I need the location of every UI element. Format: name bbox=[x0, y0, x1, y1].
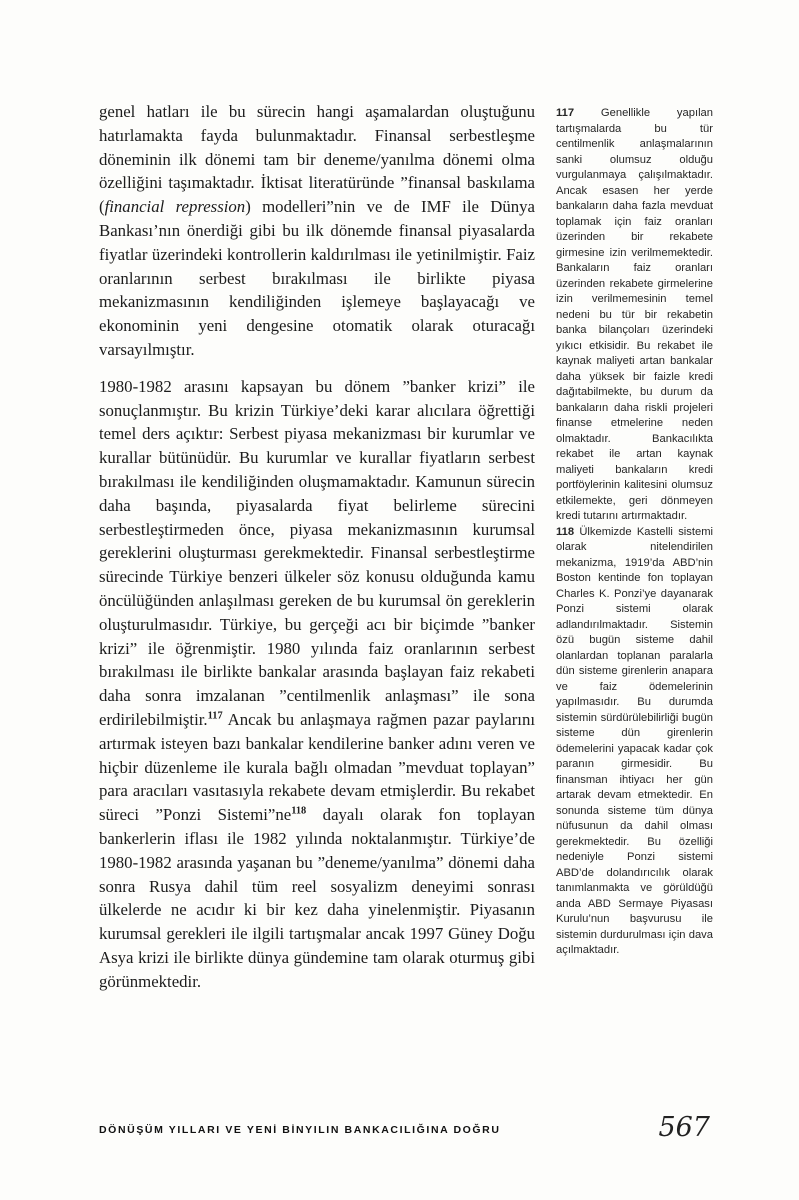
main-text bbox=[99, 100, 535, 1006]
footnote-number: 117 bbox=[556, 107, 575, 119]
body-text-run: ) modelleri”nin ve de IMF ile Dünya Bankası’nın önerdiği gibi bu ilk dönemde finansal piyasalarda fiyatlar üzerindeki kontrollerin kaldırılması ile yetinilmiştir. Faiz oranlarının serbest bırakılması ile birlikte piyasa mekanizmasının kendiliğinden işlemeye başlayacağı ve ekonominin yeni dengesine otomatik olarak oturacağı varsayılmıştır. bbox=[99, 197, 535, 359]
footnote-text: Genellikle yapılan tartışmalarda bu tür centilmenlik anlaşmalarının sanki olumsuz olduğu vurgulanmaya çalışılmaktadır. Ancak esasen her yerde bankaların daha fazla mevduat toplamak için faiz oranları üzerinden bir rekabete girmesine izin verilmemektedir. Bankaların faiz oranları üzerinden rekabete girmelerine izin verilmemesinin temel nedeni bu tür bir rekabetin banka bilançoları üzerindeki yıkıcı etkisidir. Bu rekabet ile kaynak maliyeti artan bankalar daha yüksek bir faizle kredi dağıtabilmekte, bu durum da bankaların daha riskli projeleri finanse etmelerine neden olmaktadır. Bankacılıkta rekabet ile artan kaynak maliyeti bankaların kredi portföylerinin kalitesini olumsuz etkilemekte, geri dönmeyen kredi tutarını artırmaktadır. bbox=[556, 107, 713, 522]
footnote bbox=[556, 525, 713, 959]
body-text-run: Ancak bu anlaşmaya rağmen pazar paylarını artırmak isteyen bazı bankalar kendilerine banker adını veren ve hiçbir düzenleme ile kurala bağlı olmadan ”mevduat toplayan” para aracıları vasıtasıyla rekabete devam etmişlerdir. Bu rekabet süreci ”Ponzi Sistemi”ne bbox=[99, 709, 535, 825]
footnote-text: Ülkemizde Kastelli sistemi olarak nitelendirilen mekanizma, 1919’da ABD’nin Boston kentinde fon toplayan Charles K. Ponzi’ye dayanarak Ponzi sistemi olarak adlandırılmaktadır. Sistemin özü bugün sisteme dahil olanlardan toplanan paralarla dün sisteme girenlerin anapara ve faiz ödemelerinin yapılmasıdır. Bu durumda sistemin sürdürülebilirliği bugün sisteme dün girenlerin ödemelerini yapacak kadar çok paranın girmesidir. Bu finansman ihtiyacı her gün artarak devam etmektedir. En sonunda sisteme tüm dünya nüfusunun da dahil olması gerekmektedir. Bu özelliği nedeniyle Ponzi sistemi ABD’de dolandırıcılık olarak tanımlanmakta ve görüldüğü anda ABD Sermaye Piyasası Kurulu’nun başvurusu ile sistemin durdurulması için dava açılmaktadır. bbox=[556, 525, 713, 956]
body-text-run: 1980-1982 arasını kapsayan bu dönem ”banker krizi” ile sonuçlanmıştır. Bu krizin Türkiye’deki karar alıcılara öğrettiği temel ders açıktır: Serbest piyasa mekanizması bir kurumlar ve kurallar bütünüdür. Bu kurumlar ve kurallar fiyatların serbest bırakılması ile kendiliğinden oluşmamaktadır. Kamunun sürecin daha başında, piyasalarda fiyat belirleme sürecini serbestleştirmeden önce, piyasa mekanizmasının kurumsal gereklerini oluşturması gerekmektedir. Finansal serbestleştirme sürecinde Türkiye benzeri ülkeler söz konusu olduğunda kamu öncülüğünden anlaşılması gereken de bu kurumsal ön gereklerin oluşturulmasıdır. Türkiye, bu gerçeği acı bir biçimde ”banker krizi” ile öğrenmiştir. 1980 yılında faiz oranlarının serbest bırakılması ile birlikte bankalar arasında başlayan faiz rekabeti daha sonra imzalanan ”centilmenlik anlaşması” ile sona erdirilebilmiştir. bbox=[99, 376, 535, 729]
footnote-number: 118 bbox=[556, 525, 575, 538]
page-number: 567 bbox=[658, 1112, 710, 1143]
footnote-reference: 117 bbox=[207, 710, 223, 722]
italic-phrase: financial repression bbox=[104, 197, 246, 217]
body-text-run: genel hatları ile bu sürecin hangi aşamalardan oluştuğunu hatırlamakta fayda bulunmaktadır. Finansal serbestleşme döneminin ilk dönemi tam bir deneme/yanılma dönemi olma özelliğini taşımaktadır. İktisat literatüründe ”finansal baskılama ( bbox=[99, 102, 535, 217]
footnotes-column bbox=[556, 106, 713, 959]
footnote bbox=[556, 106, 713, 525]
footnote-reference: 118 bbox=[291, 805, 307, 817]
running-title: DÖNÜŞÜM YILLARI VE YENİ BİNYILIN BANKACILIĞINA DOĞRU bbox=[99, 1124, 501, 1136]
body-paragraph bbox=[99, 375, 535, 994]
body-paragraph bbox=[99, 100, 535, 362]
body-text-run: dayalı olarak fon toplayan bankerlerin iflası ile 1982 yılında noktalanmıştır. Türkiye’de 1980-1982 arasında yaşanan bu ”deneme/yanılma” dönemi daha sonra Rusya dahil tüm reel sosyalizm deneyimi sonrası ülkelerde ne acıdır ki bir kez daha yinelenmiştir. Piyasanın kurumsal gerekleri ile ilgili tartışmalar ancak 1997 Güney Doğu Asya krizi ile birlikte dünya gündemine tam olarak oturmuş gibi görünmektedir. bbox=[99, 805, 535, 991]
